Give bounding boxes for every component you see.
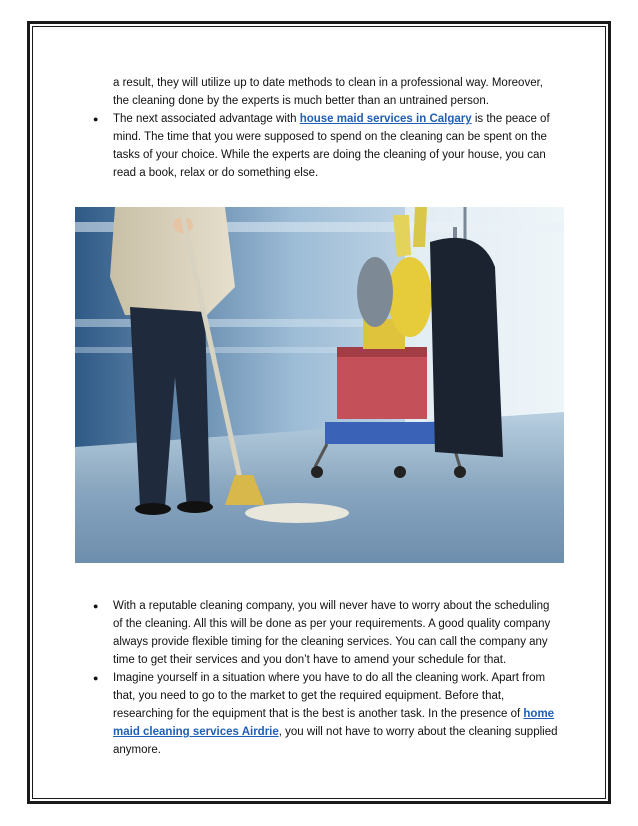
top-paragraph — [113, 74, 558, 110]
cleaning-photo — [75, 207, 564, 563]
bullet-2-paragraph — [113, 597, 558, 669]
bullet-3-marker: ● — [93, 673, 99, 683]
top-paragraph-text: a result, they will utilize up to date methods to clean in a professional way. Moreover, the cleaning done by the experts is much better than an untrained person. — [113, 77, 543, 107]
bullet-3-text-after: , you will not have to worry about the cleaning supplied anymore. — [113, 726, 558, 756]
home-maid-airdrie-link[interactable]: home maid cleaning services Airdrie — [113, 708, 555, 738]
cleaning-photo-illustration — [75, 207, 564, 563]
bullet-3-paragraph — [113, 669, 558, 759]
house-maid-calgary-link[interactable]: house maid services in Calgary — [299, 113, 472, 125]
bullet-2-marker: ● — [93, 601, 99, 611]
bullet-2-text: With a reputable cleaning company, you will never have to worry about the scheduling of the cleaning. All this will be done as per your requirements. A good quality company always provide flexible timing for the cleaning services. You can call the company any time to get their services and you don’t have to amend your schedule for that. — [113, 600, 551, 666]
bullet-1-paragraph — [113, 110, 558, 182]
bullet-1-text-after: is the peace of mind. The time that you were supposed to spend on the cleaning can be spent on the tasks of your choice. While the experts are doing the cleaning of your house, you can read a book, relax or do something else. — [113, 113, 550, 179]
bullet-1-text-before: The next associated advantage with — [113, 113, 300, 125]
bullet-1-marker: ● — [93, 114, 99, 124]
bullet-3-text-before: Imagine yourself in a situation where you have to do all the cleaning work. Apart from that, you need to go to the market to get the required equipment. Before that, researching for the equipment that is the best is another task. In the presence of — [113, 672, 546, 720]
